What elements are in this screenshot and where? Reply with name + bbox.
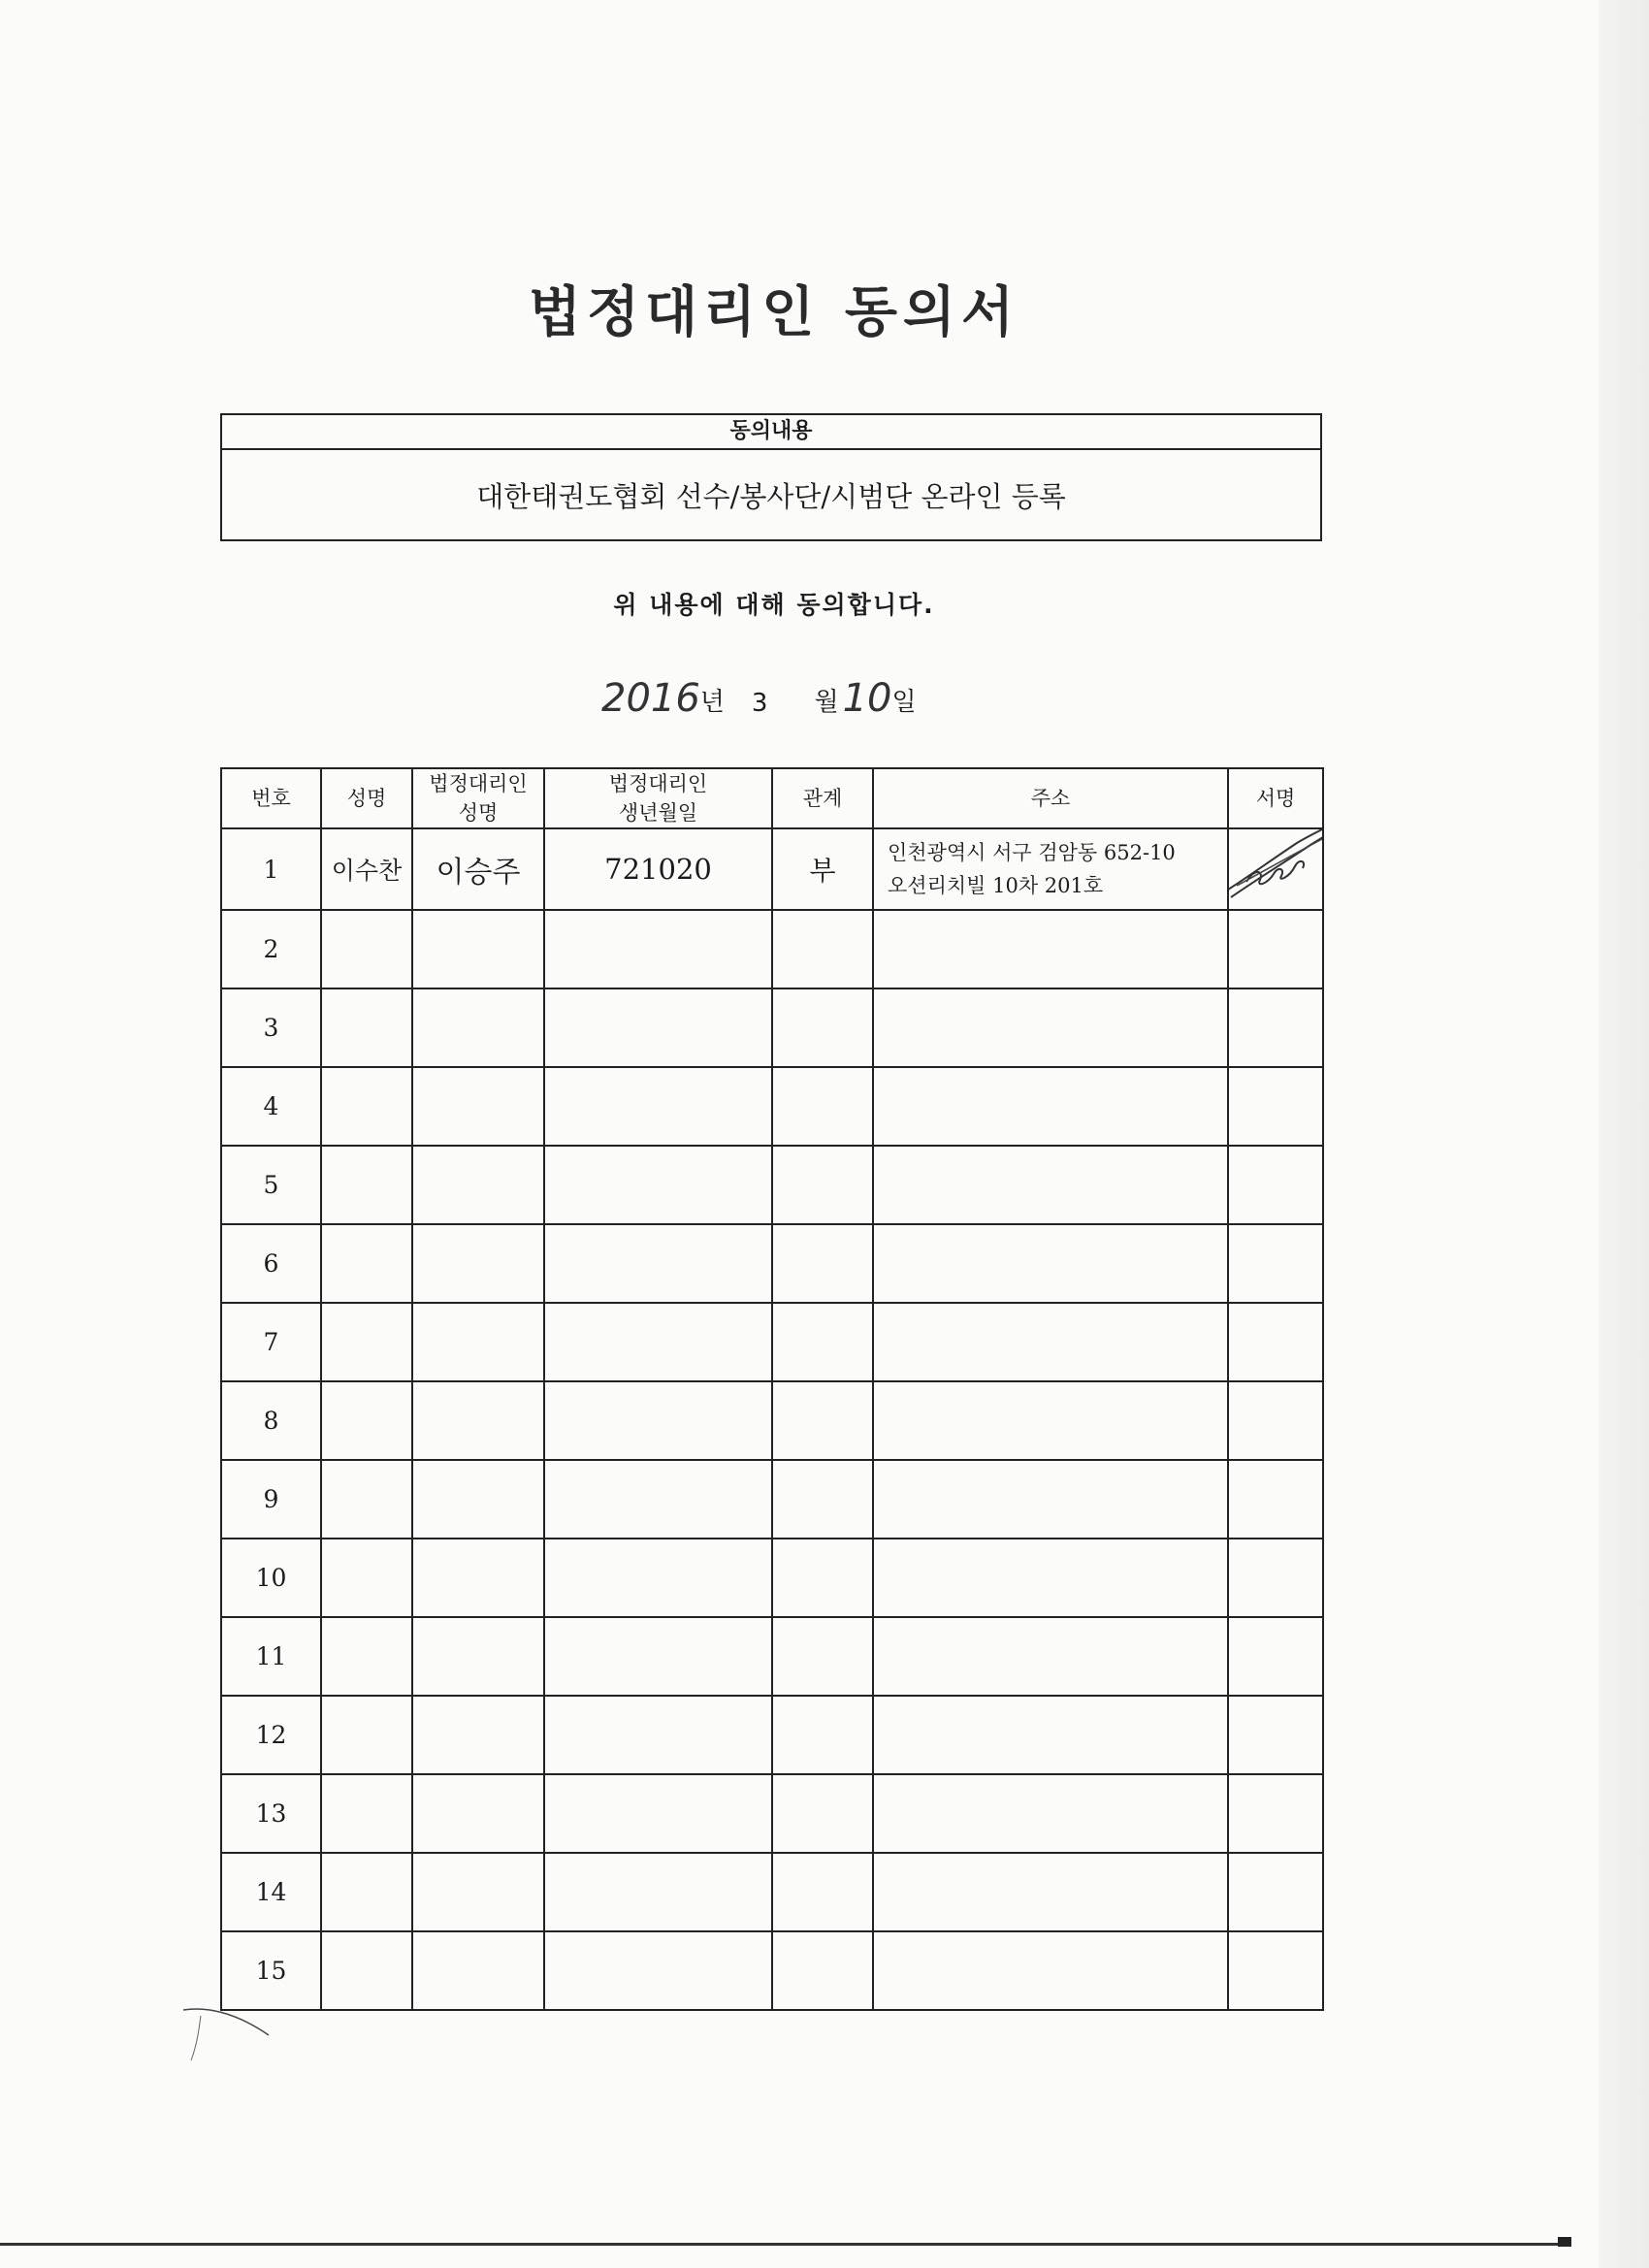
agreement-statement: 위 내용에 대해 동의합니다. [613,591,935,619]
guardian-birthdate [544,1303,772,1381]
student-name [321,1696,412,1774]
consent-content-body: 대한태권도협회 선수/봉사단/시범단 온라인 등록 [476,480,1066,513]
guardian-name: 이승주 [412,828,544,910]
guardian-birthdate [544,1146,772,1224]
signature-cell [1228,1067,1323,1146]
address [873,910,1228,988]
date-day: 10 [842,676,892,721]
address [873,1460,1228,1539]
guardian-name [412,1931,544,2010]
table-row [221,1224,1323,1303]
guardian-name [412,1146,544,1224]
address [873,1146,1228,1224]
header-number: 번호 [221,768,321,828]
student-name [321,1146,412,1224]
address [873,1381,1228,1460]
table-row [221,828,1323,910]
guardian-roster-table [220,767,1324,2011]
pen-stray-mark [179,2006,276,2064]
address [873,1774,1228,1853]
scan-edge-shadow [1599,0,1649,2268]
relation [772,1381,873,1460]
table-row [221,1617,1323,1696]
row-number: 2 [221,910,321,988]
address-line-1: 인천광역시 서구 검암동 652-10 [888,841,1176,864]
signature-cell [1228,1931,1323,2010]
row-number: 6 [221,1224,321,1303]
signature-cell [1228,1381,1323,1460]
guardian-birthdate: 721020 [544,828,772,910]
address-line-2: 오션리치빌 10차 201호 [888,874,1104,897]
address [873,1931,1228,2010]
date-month-suffix: 월 [814,688,839,717]
signature-cell [1228,1146,1323,1224]
table-row [221,1303,1323,1381]
guardian-name [412,988,544,1067]
signature-cell [1228,828,1323,910]
table-row [221,1774,1323,1853]
row-number: 4 [221,1067,321,1146]
table-row [221,1931,1323,2010]
consent-content-box [220,413,1322,541]
relation [772,1224,873,1303]
guardian-birthdate [544,1774,772,1853]
student-name [321,1067,412,1146]
guardian-name [412,1224,544,1303]
guardian-name [412,1460,544,1539]
table-row [221,1460,1323,1539]
signature-cell [1228,910,1323,988]
signature-cell [1228,1696,1323,1774]
address [873,1696,1228,1774]
relation [772,1146,873,1224]
address [873,1303,1228,1381]
header-signature: 서명 [1228,768,1323,828]
row-number: 8 [221,1381,321,1460]
table-row [221,1696,1323,1774]
relation [772,910,873,988]
address [873,828,1228,910]
row-number: 12 [221,1696,321,1774]
header-relation: 관계 [772,768,873,828]
guardian-name [412,1853,544,1931]
guardian-birthdate [544,1460,772,1539]
signature-cell [1228,1617,1323,1696]
student-name [321,1539,412,1617]
student-name [321,988,412,1067]
relation [772,1539,873,1617]
guardian-name [412,1303,544,1381]
date-day-suffix: 일 [891,688,917,717]
table-row [221,1067,1323,1146]
guardian-name [412,1696,544,1774]
row-number: 9 [221,1460,321,1539]
address [873,1067,1228,1146]
guardian-birthdate [544,1224,772,1303]
relation [772,1774,873,1853]
table-row [221,988,1323,1067]
relation [772,1067,873,1146]
student-name [321,1853,412,1931]
student-name [321,1224,412,1303]
consent-content-header: 동의내용 [222,415,1320,450]
guardian-birthdate [544,1931,772,2010]
bottom-rule-line [0,2243,1558,2246]
relation [772,1931,873,2010]
guardian-birthdate [544,1067,772,1146]
table-header-row [221,768,1323,828]
table-row [221,910,1323,988]
guardian-birthdate [544,1617,772,1696]
signature-cell [1228,1303,1323,1381]
address [873,1853,1228,1931]
date-year-suffix: 년 [699,688,725,717]
student-name [321,1381,412,1460]
date-year: 2016 [601,676,700,721]
row-number: 3 [221,988,321,1067]
student-name [321,1931,412,2010]
student-name [321,1774,412,1853]
guardian-name [412,1617,544,1696]
row-number: 1 [221,828,321,910]
guardian-birthdate [544,1696,772,1774]
header-guardian-name: 법정대리인 성명 [412,768,544,828]
guardian-name [412,1774,544,1853]
signature-cell [1228,988,1323,1067]
header-name: 성명 [321,768,412,828]
address [873,1224,1228,1303]
student-name [321,1617,412,1696]
guardian-birthdate [544,1539,772,1617]
guardian-birthdate [544,1381,772,1460]
guardian-name [412,910,544,988]
signature-cell [1228,1774,1323,1853]
table-row [221,1381,1323,1460]
row-number: 5 [221,1146,321,1224]
relation [772,1696,873,1774]
row-number: 10 [221,1539,321,1617]
row-number: 11 [221,1617,321,1696]
document-title: 법정대리인 동의서 [528,280,1020,344]
signature-cell [1228,1224,1323,1303]
guardian-name [412,1067,544,1146]
signature-cell [1228,1539,1323,1617]
header-guardian-birth: 법정대리인 생년월일 [544,768,772,828]
handwritten-signature [1228,828,1323,909]
relation [772,1303,873,1381]
row-number: 14 [221,1853,321,1931]
guardian-name [412,1539,544,1617]
address [873,1539,1228,1617]
date-line [601,664,917,721]
relation [772,1460,873,1539]
bottom-rule-tick [1558,2237,1571,2247]
student-name: 이수찬 [321,828,412,910]
guardian-name [412,1381,544,1460]
signature-cell [1228,1853,1323,1931]
relation: 부 [772,828,873,910]
row-number: 7 [221,1303,321,1381]
student-name [321,1460,412,1539]
signature-cell [1228,1460,1323,1539]
guardian-birthdate [544,1853,772,1931]
address [873,988,1228,1067]
relation [772,1617,873,1696]
relation [772,988,873,1067]
date-month: 3 [751,689,768,718]
student-name [321,910,412,988]
header-address: 주소 [873,768,1228,828]
guardian-birthdate [544,988,772,1067]
student-name [321,1303,412,1381]
row-number: 15 [221,1931,321,2010]
row-number: 13 [221,1774,321,1853]
table-row [221,1146,1323,1224]
relation [772,1853,873,1931]
guardian-birthdate [544,910,772,988]
table-row [221,1853,1323,1931]
address [873,1617,1228,1696]
table-row [221,1539,1323,1617]
